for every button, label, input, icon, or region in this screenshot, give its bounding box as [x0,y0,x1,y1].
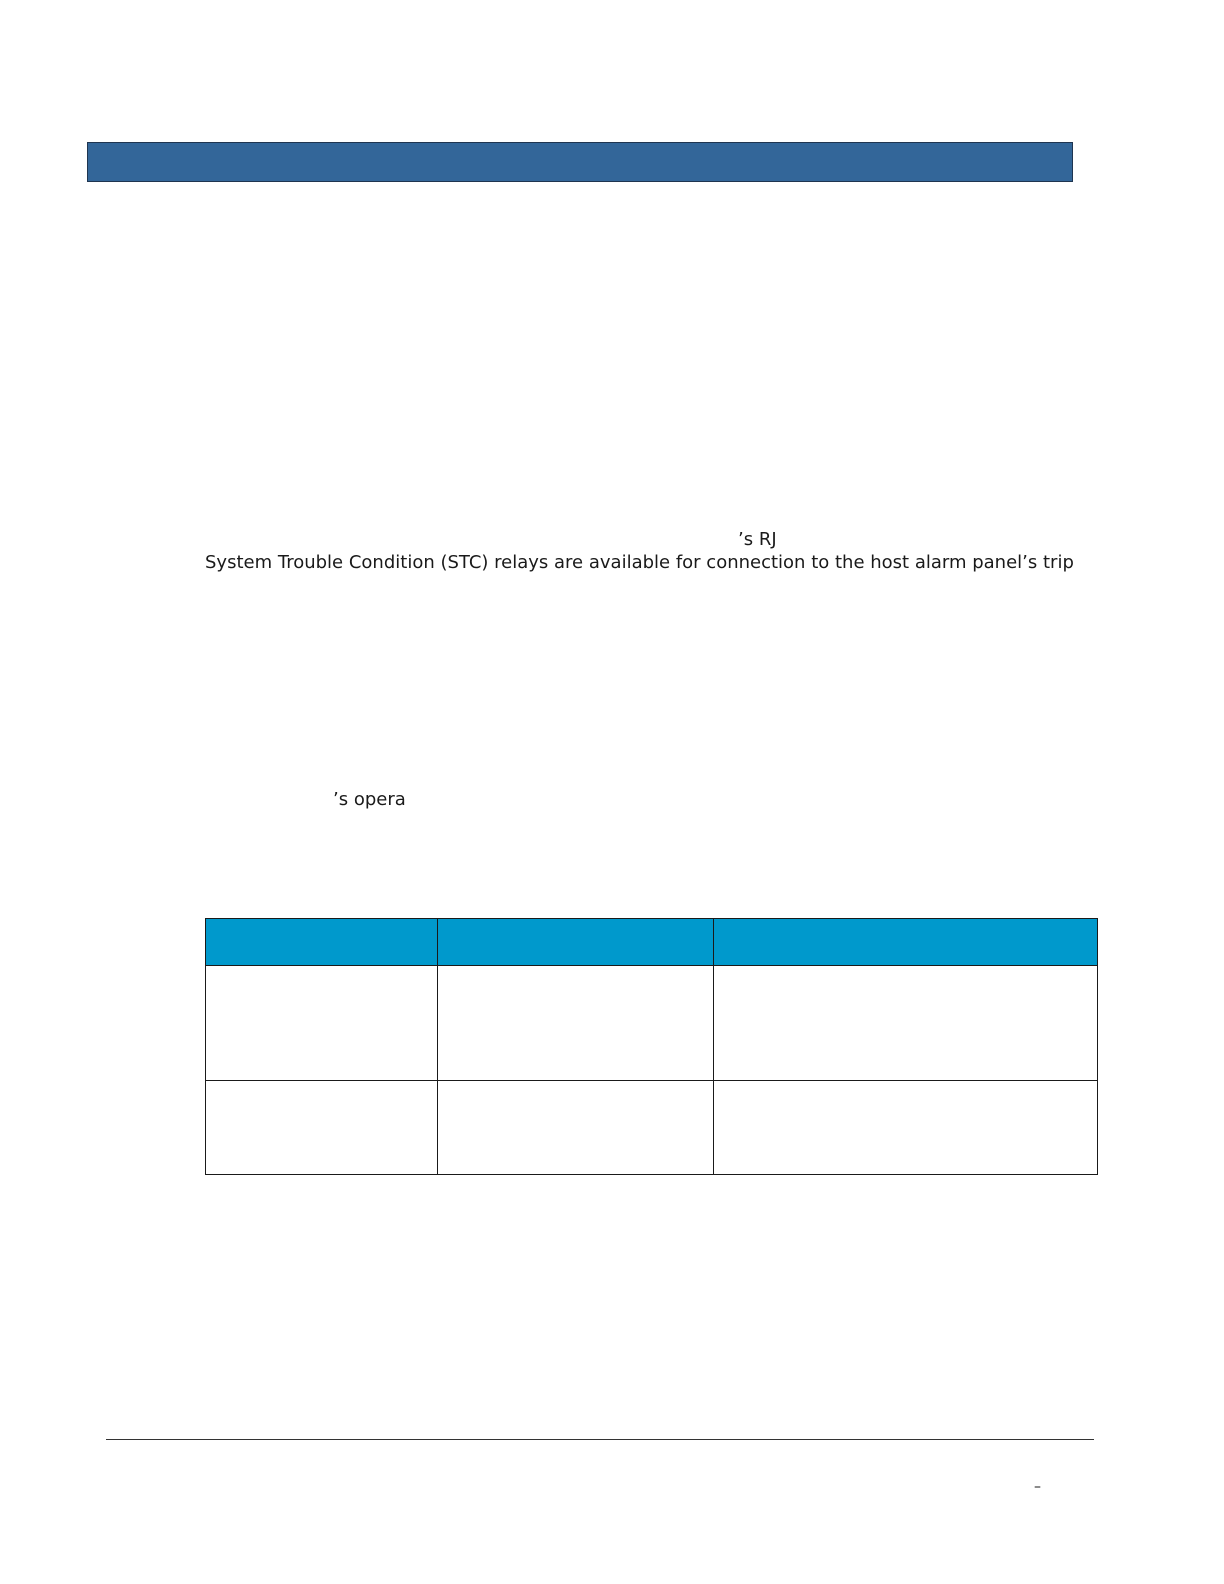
table-cell [714,1081,1098,1175]
table-cell [206,1081,438,1175]
section-header-bar [87,142,1073,182]
table-header-cell [714,919,1098,966]
table-cell [438,1081,714,1175]
table-row [206,966,1098,1081]
relay-table [205,918,1098,1175]
table-header-cell [206,919,438,966]
body-text-fragment-rj: ’s RJ [738,529,777,550]
body-text-stc-relays: System Trouble Condition (STC) relays are available for connection to the host alarm panel’s trip [205,552,1074,573]
footer-page-marker: – [1034,1479,1041,1495]
table-header-cell [438,919,714,966]
table-cell [714,966,1098,1081]
table-header-row [206,919,1098,966]
body-text-fragment-opera: ’s opera [333,789,406,810]
table-cell [206,966,438,1081]
footer-divider [106,1439,1094,1440]
table-row [206,1081,1098,1175]
table-cell [438,966,714,1081]
